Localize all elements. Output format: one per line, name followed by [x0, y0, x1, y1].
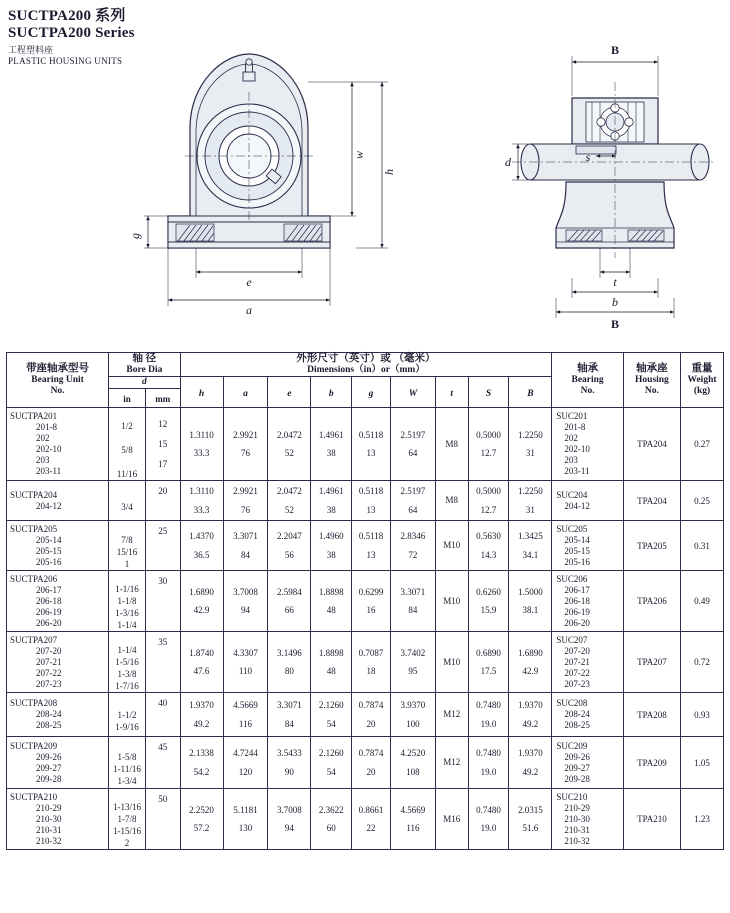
- th-B: [509, 377, 552, 408]
- cell-bearing-no: SUC209 209-26 209-27 209-28: [552, 737, 623, 789]
- cell-dim-B: 1.5000 38.1: [509, 571, 552, 632]
- cell-dim-B: 1.9370 49.2: [509, 693, 552, 737]
- cell-bearing-unit-no: SUCTPA208 208-24 208-25: [7, 693, 109, 737]
- cell-dim-W: 2.5197 64: [390, 408, 435, 481]
- cell-dim-b: 1.8898 48: [311, 632, 352, 693]
- th-h: [180, 377, 223, 408]
- cell-dim-S: 0.5000 12.7: [468, 408, 509, 481]
- dim-label-B-bottom: B: [610, 317, 620, 331]
- cell-dim-a: 3.7008 94: [223, 571, 268, 632]
- cell-dim-B: 2.0315 51.6: [509, 789, 552, 850]
- cell-housing-no: TPA209: [623, 737, 680, 789]
- cell-dim-B: 1.9370 49.2: [509, 737, 552, 789]
- table-body: [7, 408, 724, 850]
- cell-dim-a: 4.5669 116: [223, 693, 268, 737]
- table-row: [7, 632, 724, 693]
- cell-dim-S: 0.5000 12.7: [468, 481, 509, 521]
- cell-dim-t: M12: [435, 737, 468, 789]
- th-a-label: a: [243, 389, 248, 399]
- cell-dim-S: 0.7480 19.0: [468, 737, 509, 789]
- cell-dim-b: 2.1260 54: [311, 693, 352, 737]
- cell-bearing-unit-no: SUCTPA206 206-17 206-18 206-19 206-20: [7, 571, 109, 632]
- table-row: [7, 571, 724, 632]
- cell-bore-in: 1-1/16 1-1/8 1-3/16 1-1/4: [109, 571, 146, 632]
- cell-dim-h: 2.1338 54.2: [180, 737, 223, 789]
- cell-dim-b: 2.1260 54: [311, 737, 352, 789]
- cell-bore-in: 1-5/8 1-11/16 1-3/4: [109, 737, 146, 789]
- cell-dim-h: 1.4370 36.5: [180, 521, 223, 571]
- table-row: [7, 789, 724, 850]
- cell-dim-t: M16: [435, 789, 468, 850]
- cell-weight: 1.05: [681, 737, 724, 789]
- cell-bore-in: 7/8 15/16 1: [109, 521, 146, 571]
- cell-dim-a: 4.7244 120: [223, 737, 268, 789]
- dim-label-B-top: B: [610, 43, 620, 57]
- th-bore-d-label: d: [141, 377, 147, 387]
- cell-dim-g: 0.6299 16: [352, 571, 391, 632]
- th-t: [435, 377, 468, 408]
- cell-dim-b: 2.3622 60: [311, 789, 352, 850]
- th-bearing-unit: [7, 353, 109, 408]
- cell-dim-g: 0.5118 13: [352, 481, 391, 521]
- table-row: [7, 737, 724, 789]
- cell-housing-no: TPA204: [623, 481, 680, 521]
- th-housing-cn: 轴承座: [636, 363, 668, 374]
- th-housing-no: [623, 353, 680, 408]
- cell-bearing-unit-no: SUCTPA210 210-29 210-30 210-31 210-32: [7, 789, 109, 850]
- th-bearing-no: [552, 353, 623, 408]
- cell-dim-t: M10: [435, 521, 468, 571]
- cell-dim-h: 1.8740 47.6: [180, 632, 223, 693]
- cell-dim-W: 3.7402 95: [390, 632, 435, 693]
- th-dims-en: Dimensions（in）or（mm）: [307, 365, 425, 375]
- technical-drawings: [0, 20, 730, 340]
- side-view-drawing: [512, 82, 716, 258]
- cell-bearing-unit-no: SUCTPA201 201-8 202 202-10 203 203-11: [7, 408, 109, 481]
- cell-weight: 0.72: [681, 632, 724, 693]
- th-a: [223, 377, 268, 408]
- title-line-2: SUCTPA200 Series: [8, 25, 135, 41]
- cell-weight: 1.23: [681, 789, 724, 850]
- cell-dim-e: 2.0472 52: [268, 481, 311, 521]
- cell-housing-no: TPA206: [623, 571, 680, 632]
- th-W: [390, 377, 435, 408]
- subtitle-english: PLASTIC HOUSING UNITS: [8, 56, 123, 66]
- cell-bearing-no: SUC207 207-20 207-21 207-22 207-23: [552, 632, 623, 693]
- dimensions-table-wrapper: [6, 352, 724, 850]
- cell-bearing-unit-no: SUCTPA205 205-14 205-15 205-16: [7, 521, 109, 571]
- th-bearing-cn: 轴承: [577, 363, 599, 374]
- cell-dim-W: 2.8346 72: [390, 521, 435, 571]
- cell-dim-S: 0.7480 19.0: [468, 789, 509, 850]
- cell-dim-t: M8: [435, 481, 468, 521]
- cell-bore-mm: 25: [145, 521, 180, 571]
- cell-dim-b: 1.8898 48: [311, 571, 352, 632]
- cell-bore-mm: 45: [145, 737, 180, 789]
- th-bearing-en1: Bearing: [571, 375, 604, 385]
- cell-bore-mm: 40: [145, 693, 180, 737]
- th-dimensions: [180, 353, 552, 377]
- th-B-label: B: [527, 389, 534, 399]
- cell-bore-mm: 20: [145, 481, 180, 521]
- th-h-label: h: [198, 389, 205, 399]
- cell-dim-W: 3.9370 100: [390, 693, 435, 737]
- cell-bore-in: 1-1/2 1-9/16: [109, 693, 146, 737]
- th-weight-en2: (kg): [693, 386, 711, 396]
- cell-bearing-unit-no: SUCTPA209 209-26 209-27 209-28: [7, 737, 109, 789]
- cell-dim-e: 3.5433 90: [268, 737, 311, 789]
- cell-dim-e: 3.1496 80: [268, 632, 311, 693]
- th-b: [311, 377, 352, 408]
- cell-weight: 0.25: [681, 481, 724, 521]
- cell-housing-no: TPA204: [623, 408, 680, 481]
- cell-dim-t: M10: [435, 571, 468, 632]
- cell-dim-S: 0.7480 19.0: [468, 693, 509, 737]
- cell-dim-b: 1.4961 38: [311, 481, 352, 521]
- th-g: [352, 377, 391, 408]
- title-line-1: SUCTPA200 系列: [8, 8, 126, 24]
- th-bore-mm-label: mm: [155, 394, 171, 404]
- table-row: [7, 521, 724, 571]
- cell-bearing-no: SUC206 206-17 206-18 206-19 206-20: [552, 571, 623, 632]
- cell-dim-g: 0.7874 20: [352, 737, 391, 789]
- cell-dim-e: 3.3071 84: [268, 693, 311, 737]
- cell-bearing-no: SUC201 201-8 202 202-10 203 203-11: [552, 408, 623, 481]
- th-e-label: e: [287, 389, 292, 399]
- cell-dim-B: 1.2250 31: [509, 481, 552, 521]
- cell-bearing-unit-no: SUCTPA204 204-12: [7, 481, 109, 521]
- cell-dim-g: 0.5118 13: [352, 521, 391, 571]
- cell-bore-in: 3/4: [109, 481, 146, 521]
- cell-dim-W: 4.5669 116: [390, 789, 435, 850]
- cell-dim-g: 0.7874 20: [352, 693, 391, 737]
- th-bore-in: [109, 389, 146, 408]
- cell-dim-a: 5.1181 130: [223, 789, 268, 850]
- cell-bearing-no: SUC205 205-14 205-15 205-16: [552, 521, 623, 571]
- cell-bore-mm: 30: [145, 571, 180, 632]
- front-view-drawing: [168, 54, 330, 248]
- cell-dim-b: 1.4960 38: [311, 521, 352, 571]
- cell-dim-e: 2.5984 66: [268, 571, 311, 632]
- cell-bearing-unit-no: SUCTPA207 207-20 207-21 207-22 207-23: [7, 632, 109, 693]
- cell-weight: 0.49: [681, 571, 724, 632]
- cell-dim-h: 1.3110 33.3: [180, 408, 223, 481]
- cell-dim-t: M8: [435, 408, 468, 481]
- cell-bore-in: 1/2 5/8 11/16: [109, 408, 146, 481]
- cell-dim-e: 2.2047 56: [268, 521, 311, 571]
- th-housing-en1: Housing: [635, 375, 669, 385]
- th-housing-en2: No.: [644, 386, 659, 396]
- th-bore-mm: [145, 389, 180, 408]
- dim-label-w: w: [352, 150, 366, 160]
- dim-label-d: d: [505, 155, 511, 169]
- cell-bore-mm: 50: [145, 789, 180, 850]
- cell-dim-a: 2.9921 76: [223, 408, 268, 481]
- subtitle-chinese: 工程塑料座: [8, 45, 54, 55]
- th-bore-d: [109, 377, 180, 389]
- th-bore-cn: 轴 径: [132, 353, 157, 364]
- th-bearing-unit-en2: No.: [50, 386, 65, 396]
- cell-dim-t: M10: [435, 632, 468, 693]
- table-row: [7, 408, 724, 481]
- cell-dim-B: 1.3425 34.1: [509, 521, 552, 571]
- cell-dim-a: 2.9921 76: [223, 481, 268, 521]
- table-row: [7, 693, 724, 737]
- cell-dim-t: M12: [435, 693, 468, 737]
- cell-dim-e: 3.7008 94: [268, 789, 311, 850]
- dim-label-g: g: [128, 233, 142, 239]
- cell-weight: 0.93: [681, 693, 724, 737]
- cell-bearing-no: SUC210 210-29 210-30 210-31 210-32: [552, 789, 623, 850]
- th-weight-cn: 重量: [691, 363, 713, 374]
- table-row: [7, 481, 724, 521]
- cell-dim-S: 0.5630 14.3: [468, 521, 509, 571]
- th-weight-en1: Weight: [687, 375, 717, 385]
- th-bearing-unit-en1: Bearing Unit: [31, 375, 84, 385]
- cell-dim-W: 3.3071 84: [390, 571, 435, 632]
- cell-housing-no: TPA207: [623, 632, 680, 693]
- th-t-label: t: [450, 389, 454, 399]
- th-bore-dia: [109, 353, 180, 377]
- cell-dim-B: 1.6890 42.9: [509, 632, 552, 693]
- th-bore-en: Bore Dia: [126, 365, 163, 375]
- th-bearing-unit-cn: 带座轴承型号: [26, 363, 90, 374]
- cell-dim-h: 1.3110 33.3: [180, 481, 223, 521]
- cell-dim-S: 0.6260 15.9: [468, 571, 509, 632]
- th-bore-in-label: in: [123, 394, 131, 404]
- dim-label-b: b: [612, 295, 618, 309]
- dim-label-h: h: [382, 169, 396, 175]
- cell-housing-no: TPA205: [623, 521, 680, 571]
- dim-label-e: e: [246, 275, 252, 289]
- cell-dim-a: 3.3071 84: [223, 521, 268, 571]
- cell-bearing-no: SUC204 204-12: [552, 481, 623, 521]
- cell-bore-in: 1-1/4 1-5/16 1-3/8 1-7/16: [109, 632, 146, 693]
- cell-housing-no: TPA210: [623, 789, 680, 850]
- th-W-label: W: [408, 389, 418, 399]
- th-b-label: b: [328, 389, 334, 399]
- cell-dim-S: 0.6890 17.5: [468, 632, 509, 693]
- th-S: [468, 377, 509, 408]
- dim-label-a: a: [246, 303, 252, 317]
- dim-label-t: t: [613, 275, 617, 289]
- cell-dim-g: 0.5118 13: [352, 408, 391, 481]
- cell-dim-h: 1.9370 49.2: [180, 693, 223, 737]
- cell-weight: 0.31: [681, 521, 724, 571]
- cell-dim-e: 2.0472 52: [268, 408, 311, 481]
- cell-dim-b: 1.4961 38: [311, 408, 352, 481]
- cell-dim-a: 4.3307 110: [223, 632, 268, 693]
- cell-bore-in: 1-13/16 1-7/8 1-15/16 2: [109, 789, 146, 850]
- cell-housing-no: TPA208: [623, 693, 680, 737]
- cell-bore-mm: 35: [145, 632, 180, 693]
- cell-dim-h: 1.6890 42.9: [180, 571, 223, 632]
- cell-dim-W: 4.2520 108: [390, 737, 435, 789]
- dim-label-S: s: [585, 150, 591, 164]
- th-weight: [681, 353, 724, 408]
- cell-weight: 0.27: [681, 408, 724, 481]
- cell-dim-h: 2.2520 57.2: [180, 789, 223, 850]
- th-g-label: g: [368, 389, 374, 399]
- th-e: [268, 377, 311, 408]
- cell-dim-g: 0.8661 22: [352, 789, 391, 850]
- cell-bore-mm: 12 15 17: [145, 408, 180, 481]
- dimensions-table: [6, 352, 724, 850]
- th-dims-cn: 外形尺寸（英寸）或 （毫米）: [296, 353, 436, 364]
- cell-dim-W: 2.5197 64: [390, 481, 435, 521]
- th-bearing-en2: No.: [580, 386, 595, 396]
- th-S-label: S: [485, 389, 492, 399]
- cell-dim-B: 1.2250 31: [509, 408, 552, 481]
- cell-dim-g: 0.7087 18: [352, 632, 391, 693]
- cell-bearing-no: SUC208 208-24 208-25: [552, 693, 623, 737]
